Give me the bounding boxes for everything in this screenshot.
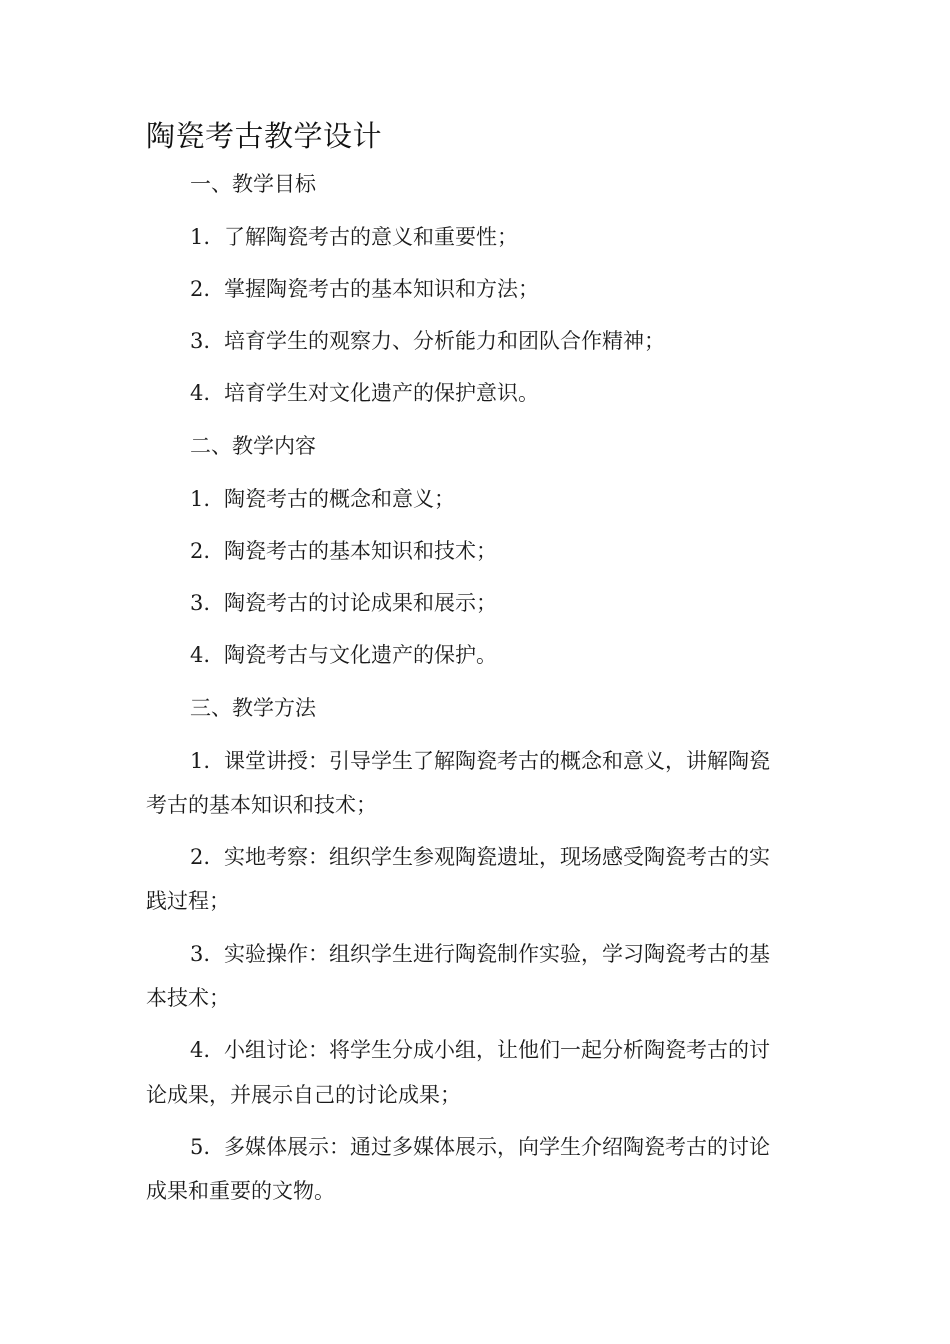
item-number: 1. — [190, 749, 211, 773]
list-item-line2: 考古的基本知识和技术； — [146, 793, 377, 817]
list-item-line1 — [190, 843, 770, 871]
section-heading-content: 二、教学内容 — [190, 434, 316, 458]
list-item — [190, 485, 455, 513]
item-number: 4. — [190, 381, 211, 405]
list-item-line2: 践过程； — [146, 889, 230, 913]
item-text: 陶瓷考古的概念和意义； — [224, 487, 455, 511]
list-item-line1 — [190, 1036, 770, 1064]
item-number: 2. — [190, 845, 211, 869]
list-item — [190, 223, 518, 251]
item-number: 1. — [190, 225, 211, 249]
item-text: 掌握陶瓷考古的基本知识和方法； — [224, 277, 539, 301]
item-text: 了解陶瓷考古的意义和重要性； — [224, 225, 518, 249]
item-number: 4. — [190, 1038, 211, 1062]
list-item — [190, 275, 539, 303]
section-heading-methods: 三、教学方法 — [190, 696, 316, 720]
list-item-line2: 本技术； — [146, 986, 230, 1010]
item-text: 课堂讲授：引导学生了解陶瓷考古的概念和意义，讲解陶瓷 — [224, 749, 770, 773]
page-title: 陶瓷考古教学设计 — [146, 119, 383, 153]
item-number: 2. — [190, 539, 211, 563]
item-text: 培育学生对文化遗产的保护意识。 — [224, 381, 539, 405]
list-item — [190, 327, 665, 355]
list-item-line1 — [190, 1133, 770, 1161]
list-item — [190, 641, 497, 669]
item-number: 5. — [190, 1135, 211, 1159]
list-item-line1 — [190, 747, 770, 775]
item-text: 陶瓷考古的基本知识和技术； — [224, 539, 497, 563]
item-number: 3. — [190, 942, 211, 966]
item-number: 3. — [190, 329, 211, 353]
list-item — [190, 537, 497, 565]
item-text: 陶瓷考古与文化遗产的保护。 — [224, 643, 497, 667]
item-text: 小组讨论：将学生分成小组，让他们一起分析陶瓷考古的讨 — [224, 1038, 770, 1062]
section-heading-objectives: 一、教学目标 — [190, 172, 316, 196]
item-text: 实验操作：组织学生进行陶瓷制作实验，学习陶瓷考古的基 — [224, 942, 770, 966]
list-item-line1 — [190, 940, 770, 968]
list-item-line2: 论成果，并展示自己的讨论成果； — [146, 1083, 461, 1107]
list-item — [190, 589, 497, 617]
item-text: 多媒体展示：通过多媒体展示，向学生介绍陶瓷考古的讨论 — [224, 1135, 770, 1159]
item-text: 陶瓷考古的讨论成果和展示； — [224, 591, 497, 615]
item-number: 2. — [190, 277, 211, 301]
list-item — [190, 379, 539, 407]
list-item-line2: 成果和重要的文物。 — [146, 1179, 335, 1203]
item-text: 实地考察：组织学生参观陶瓷遗址，现场感受陶瓷考古的实 — [224, 845, 770, 869]
item-text: 培育学生的观察力、分析能力和团队合作精神； — [224, 329, 665, 353]
item-number: 3. — [190, 591, 211, 615]
item-number: 4. — [190, 643, 211, 667]
item-number: 1. — [190, 487, 211, 511]
